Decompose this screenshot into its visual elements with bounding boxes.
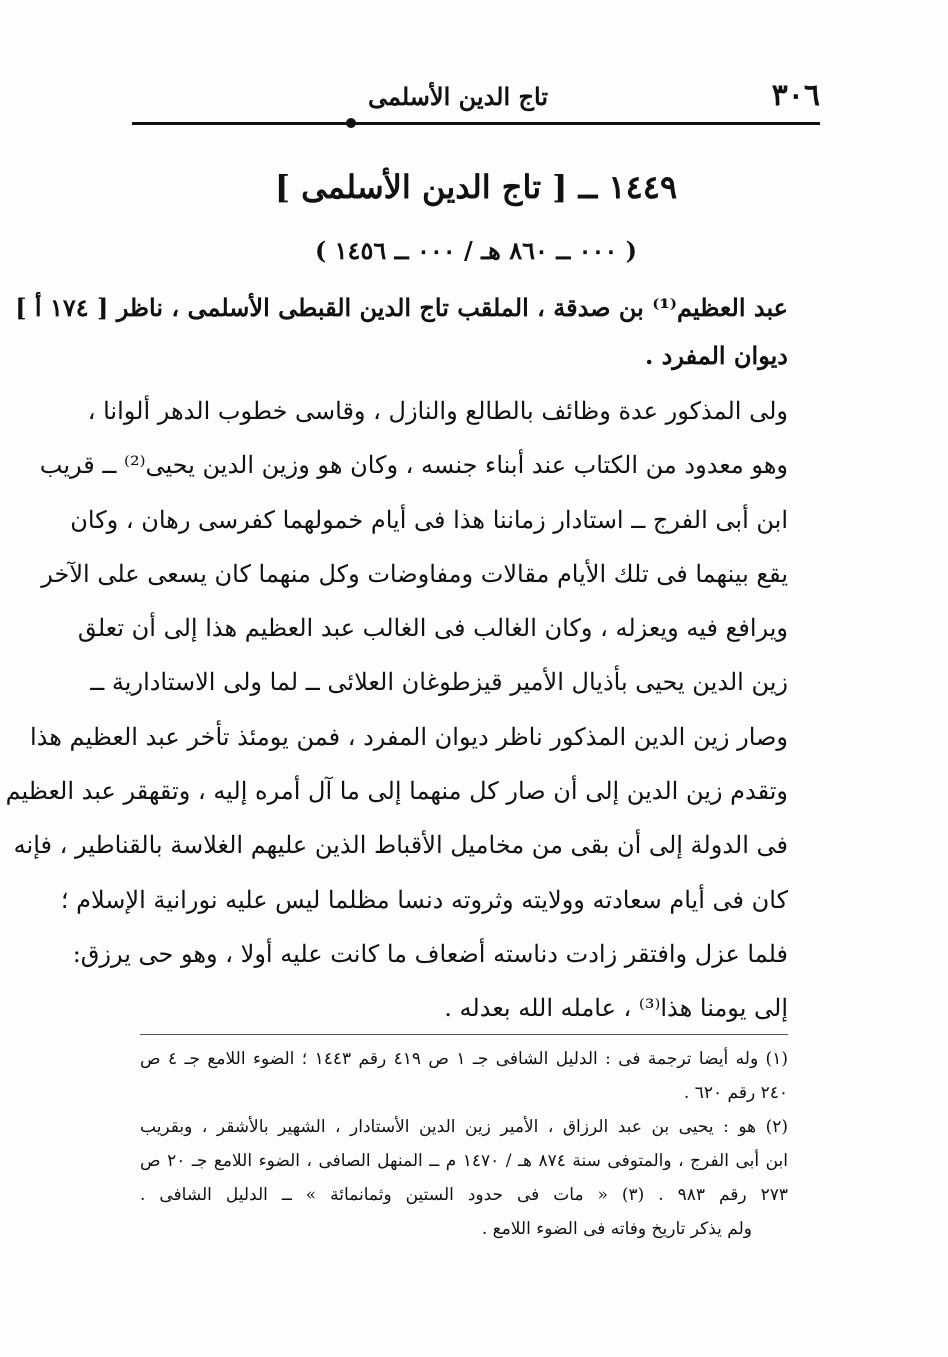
intro-line: عبد العظيم⁽¹⁾ بن صدقة ، الملقب تاج الدين القبطى الأسلمى ، ناظر [ ١٧٤ أ ] (15, 293, 788, 322)
body-line: وتقدم زين الدين إلى أن صار كل منهما إلى ما آل أمره إليه ، وتقهقر عبد العظيم (5, 777, 788, 806)
header-rule-ornament (346, 118, 356, 128)
entry-body (5, 384, 788, 1036)
body-line: إلى يومنا هذا⁽³⁾ ، عامله الله بعدله . (444, 994, 788, 1023)
footnote-line: ولم يذكر تاريخ وفاته فى الضوء اللامع . (481, 1219, 752, 1239)
body-line: فى الدولة إلى أن بقى من مخاميل الأقباط الذين عليهم الغلاسة بالقناطير ، فإنه (13, 831, 788, 860)
body-line: ولى المذكور عدة وظائف بالطالع والنازل ، وقاسى خطوب الدهر ألوانا ، (87, 397, 788, 425)
footnote-divider (140, 1034, 788, 1035)
running-header (132, 72, 820, 116)
footnotes (140, 1042, 788, 1246)
footnote-line: ٢٧٣ رقم ٩٨٣ . (٣) « مات فى حدود الستين وثمانمائة » ــ الدليل الشافى . (140, 1185, 789, 1205)
footnote-line: ٢٤٠ رقم ٦٢٠ . (683, 1083, 788, 1103)
body-line: كان فى أيام سعادته وولايته وثروته دنسا مظلما ليس عليه نورانية الإسلام ؛ (60, 885, 788, 914)
footnote-line: ابن أبى الفرج ، والمتوفى سنة ٨٧٤ هـ / ١٤٧٠ م ــ المنهل الصافى ، الضوء اللامع جـ ٢٠ ص (140, 1151, 788, 1171)
running-title: تاج الدين الأسلمى (367, 82, 548, 111)
body-line: وهو معدود من الكتاب عند أبناء جنسه ، وكان هو وزين الدين يحيى⁽²⁾ ــ قريب (39, 451, 788, 480)
body-line: وصار زين الدين المذكور ناظر ديوان المفرد ، فمن يومئذ تأخر عبد العظيم هذا (29, 722, 788, 751)
entry-heading: ١٤٤٩ ــ [ تاج الدين الأسلمى ] (274, 168, 678, 206)
intro-line: ديوان المفرد . (644, 341, 788, 370)
body-line: فلما عزل وافتقر زادت دناسته أضعاف ما كانت عليه أولا ، وهو حى يرزق: (72, 939, 788, 968)
header-rule (132, 122, 820, 125)
footnote-line: (١) وله أيضا ترجمة فى : الدليل الشافى جـ ١ ص ٤١٩ رقم ١٤٤٣ ؛ الضوء اللامع جـ ٤ ص (140, 1049, 788, 1069)
footnote-line: (٢) هو : يحيى بن عبد الرزاق ، الأمير زين الدين الأستادار ، الشهير بالأشقر ، وبقريب (140, 1117, 788, 1137)
body-line: ابن أبى الفرج ــ استادار زماننا هذا فى أيام خمولهما كفرسى رهان ، وكان (70, 505, 788, 534)
body-line: زين الدين يحيى بأذيال الأمير قيزطوغان العلائى ــ لما ولى الاستادارية ــ (90, 668, 788, 697)
entry-dates: ( ٠٠٠ ــ ٨٦٠ هـ / ٠٠٠ ــ ١٤٥٦ ) (314, 236, 638, 265)
body-line: ويرافع فيه ويعزله ، وكان الغالب فى الغالب عبد العظيم هذا إلى أن تعلق (77, 614, 788, 643)
body-line: يقع بينهما فى تلك الأيام مقالات ومفاوضات وكل منهما كان يسعى على الآخر (41, 559, 788, 588)
entry-intro (15, 284, 788, 380)
page-number: ٣٠٦ (771, 78, 820, 113)
